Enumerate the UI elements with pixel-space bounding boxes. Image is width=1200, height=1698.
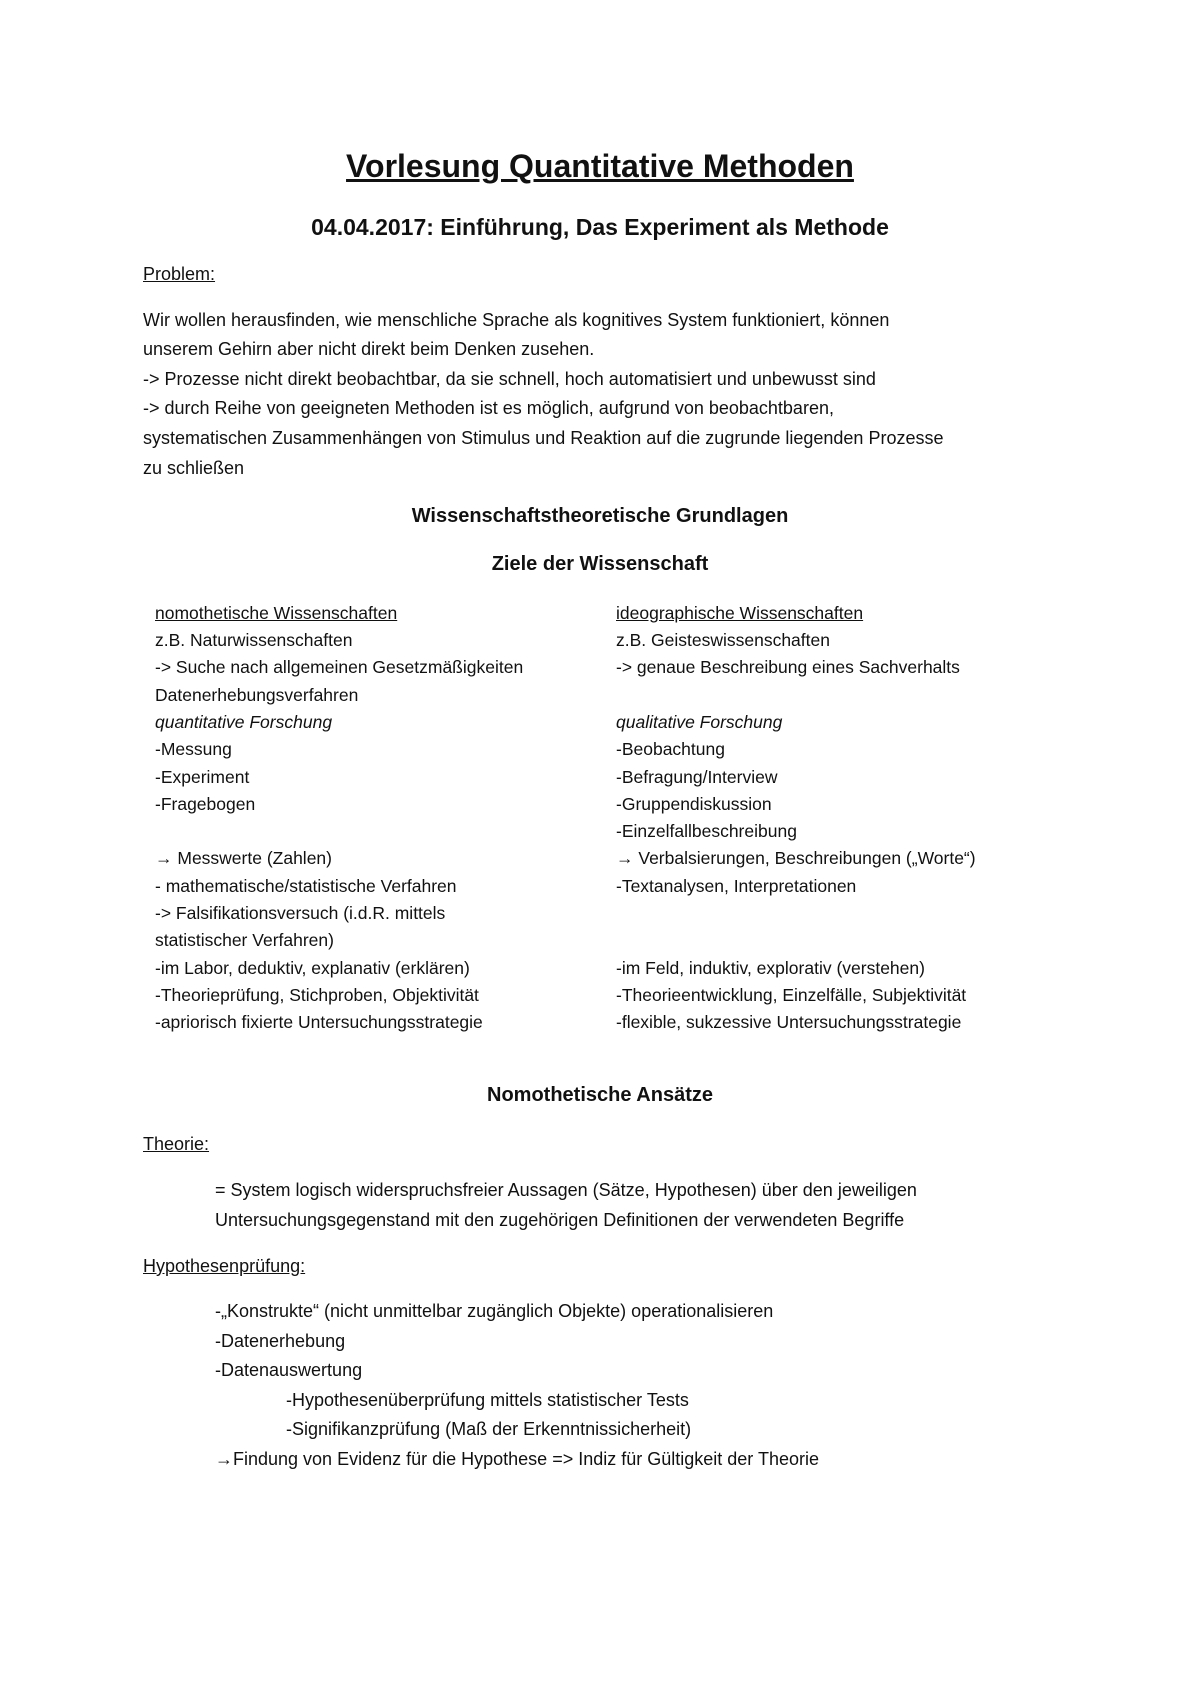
table-right-cell: -flexible, sukzessive Untersuchungsstrategie: [616, 1012, 962, 1032]
table-right-cell: -Beobachtung: [616, 739, 725, 759]
table-left-cell: -> Falsifikationsversuch (i.d.R. mittels: [155, 903, 446, 923]
page-title: Vorlesung Quantitative Methoden: [346, 148, 854, 184]
table-left-cell: → Messwerte (Zahlen): [155, 848, 332, 868]
hypothesen-sub-line: -Signifikanzprüfung (Maß der Erkenntnissicherheit): [286, 1419, 692, 1439]
table-left-cell: -Theorieprüfung, Stichproben, Objektivität: [155, 985, 479, 1005]
theorie-label: Theorie:: [143, 1134, 210, 1154]
problem-line: -> durch Reihe von geeigneten Methoden ist es möglich, aufgrund von beobachtbaren,: [143, 398, 834, 418]
table-right-cell: → Verbalsierungen, Beschreibungen („Worte“): [616, 848, 976, 868]
hypothesen-line: -Datenerhebung: [215, 1331, 346, 1351]
table-left-cell: -Fragebogen: [155, 794, 256, 814]
hypothesen-label: Hypothesenprüfung:: [143, 1256, 306, 1276]
section-heading-nomothetisch: Nomothetische Ansätze: [487, 1084, 713, 1106]
table-left-cell: -Messung: [155, 739, 232, 759]
table-left-cell: -Experiment: [155, 767, 250, 787]
hypothesen-line: -„Konstrukte“ (nicht unmittelbar zugänglich Objekte) operationalisieren: [215, 1301, 774, 1321]
hypothesen-sub-line: -Hypothesenüberprüfung mittels statistischer Tests: [286, 1390, 689, 1410]
table-left-cell: -> Suche nach allgemeinen Gesetzmäßigkeiten: [155, 657, 524, 677]
table-left-cell: z.B. Naturwissenschaften: [155, 630, 353, 650]
table-left-cell: -im Labor, deduktiv, explanativ (erklären): [155, 958, 470, 978]
problem-line: systematischen Zusammenhängen von Stimulus und Reaktion auf die zugrunde liegenden Prozesse: [143, 428, 944, 448]
table-right-cell: -im Feld, induktiv, explorativ (verstehen): [616, 958, 925, 978]
theorie-line: = System logisch widerspruchsfreier Aussagen (Sätze, Hypothesen) über den jeweiligen: [215, 1180, 917, 1200]
section-heading-ziele: Ziele der Wissenschaft: [491, 553, 709, 575]
lecture-subtitle: 04.04.2017: Einführung, Das Experiment als Methode: [311, 214, 889, 240]
table-left-cell: statistischer Verfahren): [155, 930, 334, 950]
theorie-line: Untersuchungsgegenstand mit den zugehörigen Definitionen der verwendeten Begriffe: [215, 1210, 905, 1230]
hypothesen-line: -Datenauswertung: [215, 1360, 363, 1380]
table-right-cell: -Textanalysen, Interpretationen: [616, 876, 857, 896]
problem-line: Wir wollen herausfinden, wie menschliche Sprache als kognitives System funktioniert, können: [143, 310, 890, 330]
table-right-cell: -Theorieentwicklung, Einzelfälle, Subjektivität: [616, 985, 967, 1005]
table-right-cell: -Einzelfallbeschreibung: [616, 821, 797, 841]
section-heading-grundlagen: Wissenschaftstheoretische Grundlagen: [411, 505, 789, 527]
table-left-cell: quantitative Forschung: [155, 712, 333, 732]
table-right-cell: qualitative Forschung: [616, 712, 783, 732]
table-right-cell: -Befragung/Interview: [616, 767, 778, 787]
table-left-cell: - mathematische/statistische Verfahren: [155, 876, 457, 896]
table-left-cell: Datenerhebungsverfahren: [155, 685, 359, 705]
table-left-header: nomothetische Wissenschaften: [155, 603, 398, 623]
table-right-header: ideographische Wissenschaften: [616, 603, 864, 623]
problem-line: -> Prozesse nicht direkt beobachtbar, da sie schnell, hoch automatisiert und unbewusst sind: [143, 369, 876, 389]
problem-line: zu schließen: [143, 458, 245, 478]
table-left-cell: -apriorisch fixierte Untersuchungsstrategie: [155, 1012, 483, 1032]
problem-label: Problem:: [143, 264, 216, 284]
problem-line: unserem Gehirn aber nicht direkt beim Denken zusehen.: [143, 339, 595, 359]
table-right-cell: -> genaue Beschreibung eines Sachverhalts: [616, 657, 960, 677]
table-right-cell: z.B. Geisteswissenschaften: [616, 630, 830, 650]
hypothesen-conclusion: →Findung von Evidenz für die Hypothese => Indiz für Gültigkeit der Theorie: [215, 1449, 820, 1469]
table-right-cell: -Gruppendiskussion: [616, 794, 772, 814]
